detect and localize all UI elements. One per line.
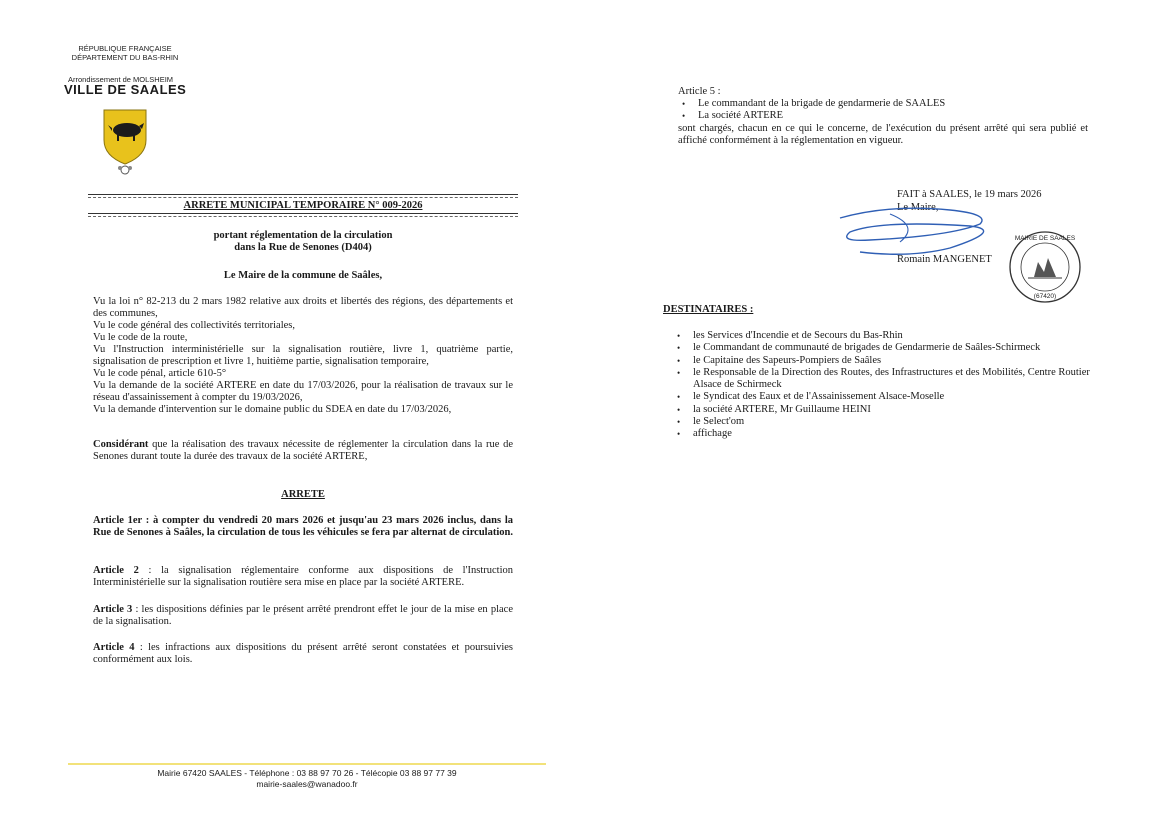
list-item: • le Commandant de communauté de brigades de Gendarmerie de Saâles-Schirmeck: [673, 342, 1093, 354]
vu-item: Vu le code général des collectivités territoriales,: [93, 320, 295, 331]
list-item: • Le commandant de la brigade de gendarmerie de SAALES: [678, 98, 1088, 110]
list-item: • le Capitaine des Sapeurs-Pompiers de Saâles: [673, 355, 1093, 367]
footer-contact: Mairie 67420 SAALES - Téléphone : 03 88 97 70 26 - Télécopie 03 88 97 77 39: [157, 768, 457, 778]
vu-item: Vu le code pénal, article 610-5°: [93, 368, 227, 379]
arrondissement-text: Arrondissement de MOLSHEIM: [68, 75, 174, 84]
considerant-paragraph: [93, 439, 513, 463]
footer: [68, 768, 546, 790]
article-3-text: : les dispositions définies par le présent arrêté prendront effet le jour de la mise en place de la signalisation.: [93, 604, 513, 627]
fait-line: FAIT à SAALES, le 19 mars 2026: [897, 189, 1042, 200]
article-4-label: Article 4: [93, 642, 135, 653]
list-item: • affichage: [673, 428, 1093, 440]
footer-email: mairie-saales@wanadoo.fr: [256, 779, 358, 789]
stamp-bottom-text: (67420): [1033, 293, 1057, 300]
article-5-list: [678, 98, 1088, 123]
article-4-text: : les infractions aux dispositions du présent arrêté seront constatées et poursuivies conformément aux lois.: [93, 642, 513, 665]
article-1: [93, 515, 513, 539]
destinataires-list: [673, 330, 1093, 441]
title-rule-bottom: [88, 213, 518, 214]
title-rule-top2: [88, 197, 518, 198]
list-item: • le Syndicat des Eaux et de l'Assainissement Alsace-Moselle: [673, 391, 1093, 403]
list-item: • le Responsable de la Direction des Routes, des Infrastructures et des Mobilités, Centre Routier Alsace de Schirmeck: [673, 367, 1093, 392]
vu-item: Vu la demande d'intervention sur le domaine public du SDEA en date du 17/03/2026,: [93, 404, 452, 415]
article-1-text: : à compter du vendredi 20 mars 2026 et jusqu'au 23 mars 2026 inclus, dans la Rue de Senones à Saâles, la circulation de tous les véhicules se fera par alternat de circulation.: [93, 515, 513, 538]
list-item: • le Select'om: [673, 416, 1093, 428]
maire-role: Le Maire,: [897, 202, 939, 213]
arrete-heading: ARRETE: [281, 489, 325, 500]
list-item: • la société ARTERE, Mr Guillaume HEINI: [673, 404, 1093, 416]
list-item: • les Services d'Incendie et de Secours du Bas-Rhin: [673, 330, 1093, 342]
stamp-top-text: MAIRIE DE SAALES: [1014, 235, 1076, 242]
article-1-label: Article 1er: [93, 515, 143, 526]
vu-item: Vu le code de la route,: [93, 332, 188, 343]
list-item: • La société ARTERE: [678, 110, 1088, 122]
article-3-label: Article 3: [93, 604, 133, 615]
vu-item: Vu la demande de la société ARTERE en date du 17/03/2026, pour la réalisation de travaux sur le réseau d'assainissement à compter du 19/03/2026,: [93, 380, 513, 403]
article-2-text: : la signalisation réglementaire conforme aux dispositions de l'Instruction Interministérielle sur la signalisation routière sera mise en place par la société ARTERE.: [93, 565, 513, 588]
maire-line: Le Maire de la commune de Saâles,: [223, 270, 383, 281]
title-rule-bottom2: [88, 216, 518, 217]
article-4: [93, 642, 513, 666]
subtitle-line2: dans la Rue de Senones (D404): [234, 242, 372, 253]
article-5: [678, 86, 1088, 147]
subtitle-line1: portant réglementation de la circulation: [213, 230, 393, 241]
vu-item: Vu l'Instruction interministérielle sur la signalisation routière, livre 1, quatrième partie, signalisation de prescription et livre 1, huitième partie, signalisation temporaire,: [93, 344, 513, 367]
republique-text: RÉPUBLIQUE FRANÇAISE: [78, 44, 172, 53]
vu-item: Vu la loi n° 82-213 du 2 mars 1982 relative aux droits et libertés des régions, des départements et des communes,: [93, 296, 513, 319]
considerant-label: Considérant: [93, 439, 149, 450]
arrete-title: ARRETE MUNICIPAL TEMPORAIRE N° 009-2026: [183, 200, 423, 211]
destinataires-heading: DESTINATAIRES :: [663, 304, 754, 315]
considerant-text: que la réalisation des travaux nécessite de réglementer la circulation dans la rue de Senones durant toute la durée des travaux de la société ARTERE,: [93, 439, 513, 462]
article-2: [93, 565, 513, 589]
subtitle: [88, 230, 518, 254]
title-rule-top: [88, 194, 518, 195]
republique-header: [60, 44, 190, 62]
departement-text: DÉPARTEMENT DU BAS-RHIN: [71, 53, 179, 62]
mairie-stamp: [1008, 230, 1082, 304]
coat-of-arms-logo: [100, 104, 150, 178]
footer-rule: [68, 763, 546, 765]
article-5-text: sont chargés, chacun en ce qui le concerne, de l'exécution du présent arrêté qui sera publié et affiché conformément à la réglementation en vigueur.: [678, 122, 1088, 146]
article-3: [93, 604, 513, 628]
maire-name: Romain MANGENET: [897, 254, 992, 265]
article-5-label: Article 5 :: [678, 86, 721, 97]
ville-title: VILLE DE SAALES: [64, 82, 187, 97]
article-2-label: Article 2: [93, 565, 139, 576]
vu-list: [93, 296, 513, 416]
